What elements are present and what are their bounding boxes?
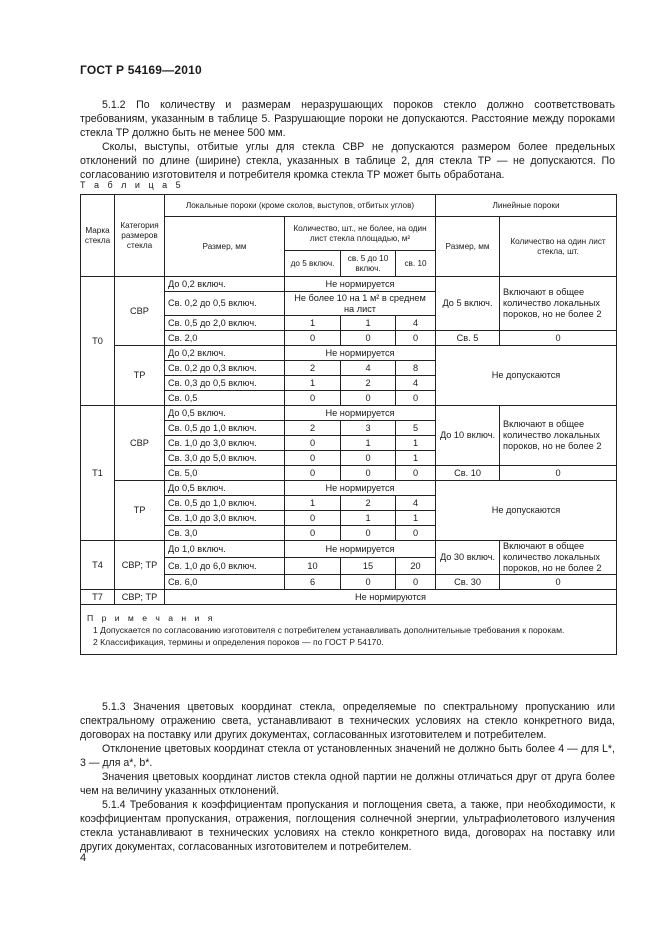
count-cell: 0 bbox=[285, 436, 341, 451]
linear-count-cell: 0 bbox=[500, 331, 617, 346]
count-cell: 10 bbox=[285, 558, 341, 575]
linear-size-cell: До 10 включ. bbox=[436, 406, 500, 466]
size-cell: Св. 0,5 до 1,0 включ. bbox=[165, 421, 285, 436]
mark-cell: Т1 bbox=[81, 406, 115, 541]
count-cell: 1 bbox=[396, 451, 436, 466]
count-cell: 0 bbox=[341, 526, 396, 541]
size-cell: Св. 0,5 bbox=[165, 391, 285, 406]
count-cell: 0 bbox=[396, 331, 436, 346]
count-merged-cell: Не нормируется bbox=[285, 541, 436, 558]
linear-size-cell: Св. 5 bbox=[436, 331, 500, 346]
table-row bbox=[81, 346, 617, 361]
count-cell: 20 bbox=[396, 558, 436, 575]
header-mark: Марка стекла bbox=[81, 195, 115, 277]
count-cell: 0 bbox=[341, 466, 396, 481]
category-cell: СВР; ТР bbox=[115, 541, 165, 590]
not-normed-cell: Не нормируются bbox=[165, 590, 617, 605]
mark-cell: Т7 bbox=[81, 590, 115, 605]
linear-not-allowed-cell: Не допускаются bbox=[436, 346, 617, 406]
paragraph-deviation: Отклонение цветовых координат стекла от установленных значений не должно быть более 4 — для L*, 3 — для a*, b*. bbox=[80, 743, 615, 769]
size-cell: Св. 0,5 до 1,0 включ. bbox=[165, 496, 285, 511]
count-cell: 1 bbox=[285, 376, 341, 391]
size-cell: Св. 0,5 до 2,0 включ. bbox=[165, 316, 285, 331]
category-cell: ТР bbox=[115, 346, 165, 406]
count-cell: 1 bbox=[285, 316, 341, 331]
header-area-3: св. 10 bbox=[396, 251, 436, 277]
count-cell: 1 bbox=[396, 511, 436, 526]
category-cell: ТР bbox=[115, 481, 165, 541]
linear-count-cell: Включают в общее количество локальных пороков, но не более 2 bbox=[500, 277, 617, 331]
size-cell: Св. 0,3 до 0,5 включ. bbox=[165, 376, 285, 391]
table-caption: Т а б л и ц а 5 bbox=[80, 180, 184, 190]
mark-cell: Т4 bbox=[81, 541, 115, 590]
mark-cell: Т0 bbox=[81, 277, 115, 406]
count-cell: 4 bbox=[396, 496, 436, 511]
table-row bbox=[81, 195, 617, 217]
count-cell: 0 bbox=[285, 331, 341, 346]
count-cell: 1 bbox=[396, 436, 436, 451]
category-cell: СВР bbox=[115, 406, 165, 481]
size-cell: До 0,2 включ. bbox=[165, 346, 285, 361]
linear-size-cell: До 5 включ. bbox=[436, 277, 500, 331]
count-merged-cell: Не нормируется bbox=[285, 406, 436, 421]
count-cell: 2 bbox=[285, 361, 341, 376]
header-area-1: до 5 включ. bbox=[285, 251, 341, 277]
size-cell: Св. 0,2 до 0,3 включ. bbox=[165, 361, 285, 376]
count-cell: 1 bbox=[341, 316, 396, 331]
count-cell: 0 bbox=[396, 526, 436, 541]
count-cell: 0 bbox=[341, 451, 396, 466]
size-cell: Св. 1,0 до 3,0 включ. bbox=[165, 436, 285, 451]
table-row bbox=[81, 541, 617, 558]
count-cell: 0 bbox=[285, 451, 341, 466]
count-cell: 0 bbox=[396, 466, 436, 481]
count-cell: 15 bbox=[341, 558, 396, 575]
table-row bbox=[81, 590, 617, 605]
count-cell: 0 bbox=[285, 391, 341, 406]
count-cell: 0 bbox=[341, 391, 396, 406]
count-merged-cell: Не более 10 на 1 м² в среднем на лист bbox=[285, 292, 436, 316]
count-cell: 0 bbox=[396, 391, 436, 406]
count-cell: 4 bbox=[396, 376, 436, 391]
count-cell: 4 bbox=[341, 361, 396, 376]
header-local-defects: Локальные пороки (кроме сколов, выступов, отбитых углов) bbox=[165, 195, 436, 217]
count-cell: 1 bbox=[341, 436, 396, 451]
paragraph-5-1-4: 5.1.4 Требования к коэффициентам пропускания и поглощения света, а также, при необходимости, к коэффициентам пропускания, отражения, поглощения солнечной энергии, ультрафиолетового излучения стекла устанавливают в технических условиях на стекло конкретного вида, договорах на поставку или других документах, согласованных изготовителем и потребителем. bbox=[80, 799, 615, 853]
category-cell: СВР bbox=[115, 277, 165, 346]
linear-not-allowed-cell: Не допускаются bbox=[436, 481, 617, 541]
table-5 bbox=[80, 194, 617, 655]
table-row bbox=[81, 605, 617, 655]
size-cell: Св. 6,0 bbox=[165, 575, 285, 590]
count-cell: 8 bbox=[396, 361, 436, 376]
header-linear-size: Размер, мм bbox=[436, 217, 500, 277]
size-cell: До 0,2 включ. bbox=[165, 277, 285, 292]
linear-count-cell: 0 bbox=[500, 466, 617, 481]
size-cell: До 1,0 включ. bbox=[165, 541, 285, 558]
count-cell: 2 bbox=[341, 376, 396, 391]
header-linear-count: Количество на один лист стекла, шт. bbox=[500, 217, 617, 277]
size-cell: Св. 2,0 bbox=[165, 331, 285, 346]
count-cell: 2 bbox=[341, 496, 396, 511]
header-count: Количество, шт., не более, на один лист стекла площадью, м² bbox=[285, 217, 436, 251]
linear-size-cell: Св. 30 bbox=[436, 575, 500, 590]
size-cell: Св. 1,0 до 6,0 включ. bbox=[165, 558, 285, 575]
paragraph-5-1-3: 5.1.3 Значения цветовых координат стекла, определяемые по спектральному пропусканию или спектральному отражению света, устанавливают в технических условиях на стекло конкретного вида, договорах на поставку или других документах, согласованных изготовителем и потребителем. bbox=[80, 701, 615, 741]
count-cell: 1 bbox=[285, 496, 341, 511]
count-cell: 3 bbox=[341, 421, 396, 436]
count-merged-cell: Не нормируется bbox=[285, 277, 436, 292]
linear-size-cell: Св. 10 bbox=[436, 466, 500, 481]
count-cell: 1 bbox=[341, 511, 396, 526]
size-cell: Св. 5,0 bbox=[165, 466, 285, 481]
table-row bbox=[81, 277, 617, 292]
note-item: 2 Классификация, термины и определения пороков — по ГОСТ Р 54170. bbox=[93, 636, 384, 647]
count-cell: 0 bbox=[285, 466, 341, 481]
paragraph-batch: Значения цветовых координат листов стекла одной партии не должны отличаться друг от друга более чем на величину указанных отклонений. bbox=[80, 771, 615, 797]
count-cell: 6 bbox=[285, 575, 341, 590]
document-header: ГОСТ Р 54169—2010 bbox=[80, 63, 202, 77]
paragraph-5-1-2: 5.1.2 По количеству и размерам неразрушающих пороков стекло должно соответствовать требованиям, указанным в таблице 5. Разрушающие пороки не допускаются. Расстояние между пороками стекла ТР должно быть не менее 500 мм. bbox=[80, 99, 615, 139]
size-cell: Св. 1,0 до 3,0 включ. bbox=[165, 511, 285, 526]
count-cell: 0 bbox=[341, 331, 396, 346]
category-cell: СВР; ТР bbox=[115, 590, 165, 605]
table-notes bbox=[81, 605, 617, 655]
table-row bbox=[81, 481, 617, 496]
count-cell: 0 bbox=[396, 575, 436, 590]
count-cell: 0 bbox=[341, 575, 396, 590]
count-cell: 5 bbox=[396, 421, 436, 436]
page-number: 4 bbox=[80, 852, 87, 864]
note-item: 1 Допускается по согласованию изготовителя с потребителем устанавливать дополнительные требования к порокам. bbox=[93, 624, 565, 635]
count-merged-cell: Не нормируется bbox=[285, 481, 436, 496]
table-row bbox=[81, 406, 617, 421]
linear-count-cell: Включают в общее количество локальных пороков, но не более 2 bbox=[500, 406, 617, 466]
linear-count-cell: 0 bbox=[500, 575, 617, 590]
size-cell: До 0,5 включ. bbox=[165, 406, 285, 421]
linear-count-cell: Включают в общее количество локальных пороков, но не более 2 bbox=[500, 541, 617, 575]
size-cell: Св. 0,2 до 0,5 включ. bbox=[165, 292, 285, 316]
header-category: Категория размеров стекла bbox=[115, 195, 165, 277]
count-merged-cell: Не нормируется bbox=[285, 346, 436, 361]
header-linear-defects: Линейные пороки bbox=[436, 195, 617, 217]
linear-size-cell: До 30 включ. bbox=[436, 541, 500, 575]
notes-title: П р и м е ч а н и я bbox=[87, 612, 216, 623]
count-cell: 2 bbox=[285, 421, 341, 436]
header-area-2: св. 5 до 10 включ. bbox=[341, 251, 396, 277]
paragraph-chips: Сколы, выступы, отбитые углы для стекла СВР не допускаются размером более предельных отклонений по длине (ширине) стекла, указанных в таблице 2, для стекла ТР — не допускаются. По согласованию изготовителя и потребителя кромка стекла ТР может быть обработана. bbox=[80, 141, 615, 181]
size-cell: До 0,5 включ. bbox=[165, 481, 285, 496]
size-cell: Св. 3,0 до 5,0 включ. bbox=[165, 451, 285, 466]
count-cell: 0 bbox=[285, 526, 341, 541]
count-cell: 4 bbox=[396, 316, 436, 331]
count-cell: 0 bbox=[285, 511, 341, 526]
header-size: Размер, мм bbox=[165, 217, 285, 277]
size-cell: Св. 3,0 bbox=[165, 526, 285, 541]
